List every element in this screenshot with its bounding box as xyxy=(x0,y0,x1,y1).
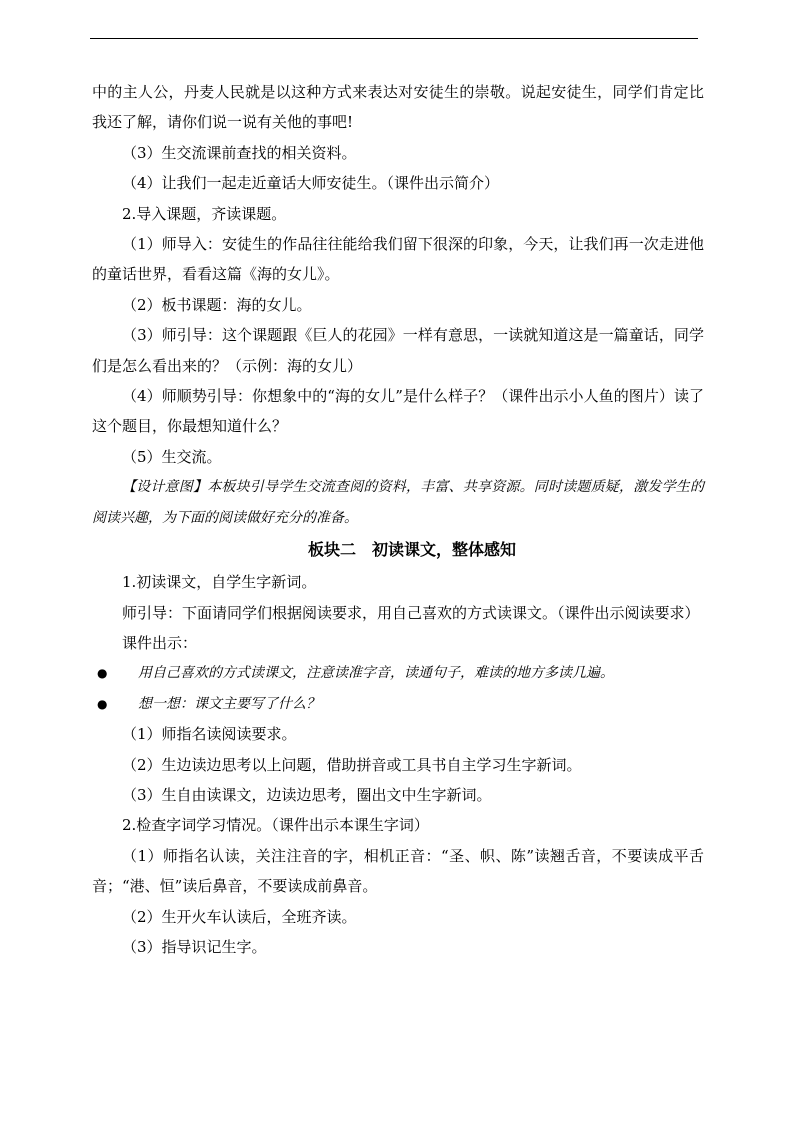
paragraph: （4）师顺势引导：你想象中的“海的女儿”是什么样子？（课件出示小人鱼的图片）读了这个题目，你最想知道什么？ xyxy=(92,387,704,436)
bullet-item xyxy=(92,658,704,688)
bullet-text: 用自己喜欢的方式读课文，注意读准字音，读通句子，难读的地方多读几遍。 xyxy=(138,665,614,682)
paragraph: （4）让我们一起走近童话大师安徒生。（课件出示简介） xyxy=(122,174,500,193)
header-rule xyxy=(90,38,698,39)
design-intent-paragraph: 【设计意图】本板块引导学生交流查阅的资料，丰富、共享资源。同时读题质疑，激发学生的阅读兴趣，为下面的阅读做好充分的准备。 xyxy=(92,479,704,526)
paragraph: （2）生开火车认读后，全班齐读。 xyxy=(122,907,357,926)
bullet-icon: ● xyxy=(97,666,108,681)
document-body xyxy=(92,77,704,962)
paragraph: 师引导：下面请同学们根据阅读要求，用自己喜欢的方式读课文。（课件出示阅读要求） xyxy=(122,603,700,622)
paragraph: 2.导入课题，齐读课题。 xyxy=(122,204,287,223)
bullet-item xyxy=(92,689,704,719)
bullet-text: 想一想：课文主要写了什么？ xyxy=(138,695,320,712)
paragraph: （2）生边读边思考以上问题，借助拼音或工具书自主学习生字新词。 xyxy=(122,755,582,774)
paragraph: 2.检查字词学习情况。（课件出示本课生字词） xyxy=(122,816,429,835)
paragraph: （2）板书课题：海的女儿。 xyxy=(122,295,312,314)
paragraph: 中的主人公，丹麦人民就是以这种方式来表达对安徒生的崇敬。说起安徒生，同学们肯定比我还了解，请你们说一说有关他的事吧! xyxy=(92,83,704,132)
paragraph: （3）师引导：这个课题跟《巨人的花园》一样有意思，一读就知道这是一篇童话，同学们是怎么看出来的？（示例：海的女儿） xyxy=(92,326,704,375)
paragraph: （1）师指名认读，关注注音的字，相机正音：“圣、帜、陈”读翘舌音，不要读成平舌音；“港、恒”读后鼻音，不要读成前鼻音。 xyxy=(92,846,704,896)
section-heading: 板块二 初读课文，整体感知 xyxy=(307,540,516,560)
paragraph: （1）师指名读阅读要求。 xyxy=(122,725,297,744)
paragraph: （1）师导入：安徒生的作品往往能给我们留下很深的印象，今天，让我们再一次走进他的童话世界，看看这篇《海的女儿》。 xyxy=(92,235,704,284)
paragraph: （3）生自由读课文，边读边思考，圈出文中生字新词。 xyxy=(122,785,492,804)
paragraph: （3）指导识记生字。 xyxy=(122,937,267,956)
bullet-icon: ● xyxy=(97,696,108,711)
paragraph: （5）生交流。 xyxy=(122,447,222,466)
paragraph: （3）生交流课前查找的相关资料。 xyxy=(122,143,357,162)
paragraph: 课件出示： xyxy=(122,633,198,652)
paragraph: 1.初读课文，自学生字新词。 xyxy=(122,573,317,592)
